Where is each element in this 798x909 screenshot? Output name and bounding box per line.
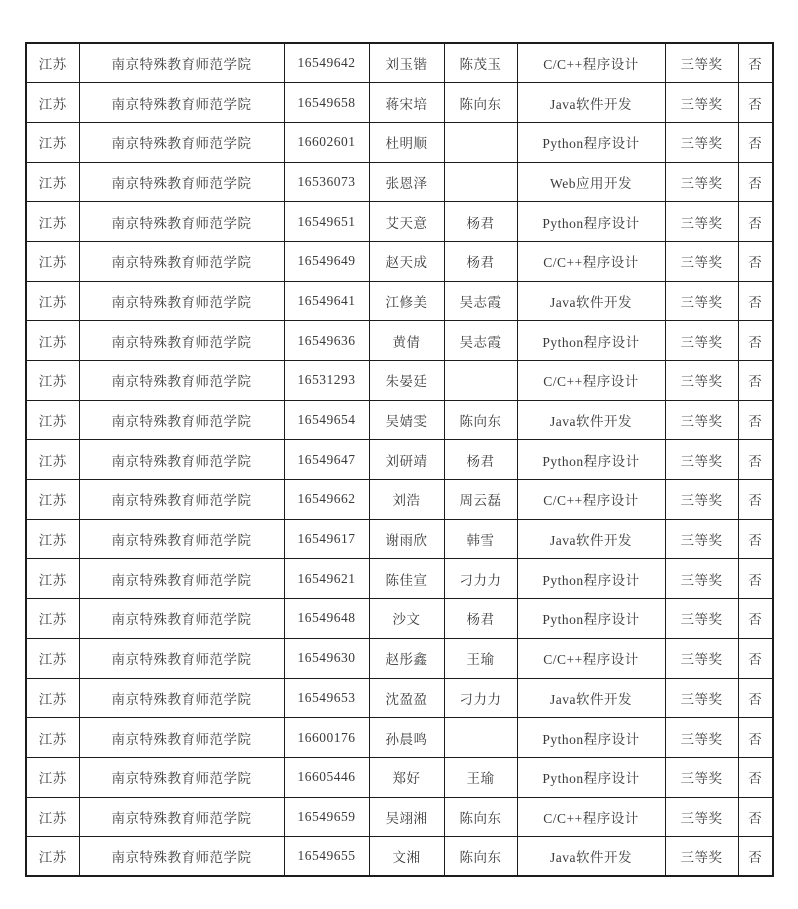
cell-flag: 否: [738, 599, 773, 639]
cell-flag: 否: [738, 83, 773, 123]
cell-student-id: 16549641: [284, 281, 369, 321]
cell-school: 南京特殊教育师范学院: [79, 83, 284, 123]
cell-flag: 否: [738, 43, 773, 83]
table-row: [26, 480, 773, 520]
cell-award: 三等奖: [665, 718, 738, 758]
cell-school: 南京特殊教育师范学院: [79, 202, 284, 242]
cell-school: 南京特殊教育师范学院: [79, 797, 284, 837]
cell-award: 三等奖: [665, 638, 738, 678]
cell-subject: Java软件开发: [517, 83, 665, 123]
cell-province: 江苏: [26, 440, 79, 480]
cell-student-id: 16549617: [284, 519, 369, 559]
cell-flag: 否: [738, 241, 773, 281]
cell-student-name: 江修美: [369, 281, 444, 321]
cell-award: 三等奖: [665, 678, 738, 718]
cell-province: 江苏: [26, 281, 79, 321]
cell-student-name: 赵彤鑫: [369, 638, 444, 678]
table-row: [26, 83, 773, 123]
cell-award: 三等奖: [665, 559, 738, 599]
cell-flag: 否: [738, 321, 773, 361]
cell-student-name: 郑好: [369, 757, 444, 797]
cell-school: 南京特殊教育师范学院: [79, 400, 284, 440]
cell-subject: Java软件开发: [517, 837, 665, 877]
cell-student-id: 16605446: [284, 757, 369, 797]
cell-advisor: 吴志霞: [444, 321, 517, 361]
cell-student-id: 16549653: [284, 678, 369, 718]
cell-award: 三等奖: [665, 281, 738, 321]
cell-province: 江苏: [26, 321, 79, 361]
table-row: [26, 241, 773, 281]
cell-student-id: 16549630: [284, 638, 369, 678]
cell-award: 三等奖: [665, 83, 738, 123]
cell-award: 三等奖: [665, 361, 738, 401]
cell-student-id: 16602601: [284, 122, 369, 162]
cell-subject: Python程序设计: [517, 122, 665, 162]
cell-subject: Python程序设计: [517, 440, 665, 480]
cell-flag: 否: [738, 122, 773, 162]
cell-award: 三等奖: [665, 837, 738, 877]
cell-school: 南京特殊教育师范学院: [79, 718, 284, 758]
table-row: [26, 559, 773, 599]
cell-advisor: [444, 162, 517, 202]
cell-subject: C/C++程序设计: [517, 480, 665, 520]
cell-student-id: 16549659: [284, 797, 369, 837]
cell-flag: 否: [738, 638, 773, 678]
table-row: [26, 678, 773, 718]
cell-advisor: 陈向东: [444, 400, 517, 440]
table-row: [26, 202, 773, 242]
table-row: [26, 440, 773, 480]
table-row: [26, 122, 773, 162]
cell-province: 江苏: [26, 400, 79, 440]
cell-flag: 否: [738, 559, 773, 599]
cell-award: 三等奖: [665, 599, 738, 639]
cell-student-name: 孙晨鸣: [369, 718, 444, 758]
cell-student-name: 黄倩: [369, 321, 444, 361]
cell-advisor: 陈向东: [444, 83, 517, 123]
cell-student-id: 16531293: [284, 361, 369, 401]
cell-flag: 否: [738, 480, 773, 520]
cell-flag: 否: [738, 678, 773, 718]
cell-advisor: 刁力力: [444, 678, 517, 718]
cell-flag: 否: [738, 797, 773, 837]
cell-award: 三等奖: [665, 797, 738, 837]
cell-province: 江苏: [26, 480, 79, 520]
cell-student-name: 蒋宋培: [369, 83, 444, 123]
cell-flag: 否: [738, 281, 773, 321]
cell-student-name: 刘研靖: [369, 440, 444, 480]
cell-student-id: 16549636: [284, 321, 369, 361]
cell-flag: 否: [738, 757, 773, 797]
cell-student-name: 吴婧雯: [369, 400, 444, 440]
cell-student-name: 朱晏廷: [369, 361, 444, 401]
table-row: [26, 837, 773, 877]
cell-student-name: 赵天成: [369, 241, 444, 281]
cell-province: 江苏: [26, 837, 79, 877]
cell-province: 江苏: [26, 519, 79, 559]
cell-province: 江苏: [26, 202, 79, 242]
cell-student-id: 16549648: [284, 599, 369, 639]
cell-province: 江苏: [26, 757, 79, 797]
cell-flag: 否: [738, 202, 773, 242]
table-row: [26, 638, 773, 678]
cell-school: 南京特殊教育师范学院: [79, 321, 284, 361]
cell-subject: Java软件开发: [517, 400, 665, 440]
cell-advisor: 杨君: [444, 202, 517, 242]
cell-student-id: 16549654: [284, 400, 369, 440]
table-row: [26, 599, 773, 639]
cell-student-name: 文湘: [369, 837, 444, 877]
cell-province: 江苏: [26, 797, 79, 837]
cell-award: 三等奖: [665, 162, 738, 202]
table-row: [26, 797, 773, 837]
cell-province: 江苏: [26, 718, 79, 758]
cell-advisor: 陈向东: [444, 837, 517, 877]
cell-advisor: 吴志霞: [444, 281, 517, 321]
cell-school: 南京特殊教育师范学院: [79, 559, 284, 599]
cell-subject: Python程序设计: [517, 321, 665, 361]
cell-province: 江苏: [26, 638, 79, 678]
cell-student-id: 16536073: [284, 162, 369, 202]
cell-flag: 否: [738, 837, 773, 877]
cell-award: 三等奖: [665, 480, 738, 520]
cell-province: 江苏: [26, 241, 79, 281]
cell-advisor: 陈茂玉: [444, 43, 517, 83]
cell-subject: C/C++程序设计: [517, 241, 665, 281]
cell-student-name: 沈盈盈: [369, 678, 444, 718]
cell-province: 江苏: [26, 162, 79, 202]
cell-province: 江苏: [26, 361, 79, 401]
cell-flag: 否: [738, 519, 773, 559]
cell-student-name: 陈佳宣: [369, 559, 444, 599]
table-row: [26, 757, 773, 797]
cell-advisor: 王瑜: [444, 757, 517, 797]
cell-school: 南京特殊教育师范学院: [79, 361, 284, 401]
cell-school: 南京特殊教育师范学院: [79, 122, 284, 162]
cell-subject: Web应用开发: [517, 162, 665, 202]
cell-school: 南京特殊教育师范学院: [79, 757, 284, 797]
cell-advisor: 韩雪: [444, 519, 517, 559]
cell-student-name: 张恩泽: [369, 162, 444, 202]
cell-award: 三等奖: [665, 241, 738, 281]
cell-school: 南京特殊教育师范学院: [79, 599, 284, 639]
cell-award: 三等奖: [665, 43, 738, 83]
cell-student-id: 16549649: [284, 241, 369, 281]
cell-award: 三等奖: [665, 757, 738, 797]
cell-student-id: 16549647: [284, 440, 369, 480]
cell-province: 江苏: [26, 43, 79, 83]
table-row: [26, 400, 773, 440]
cell-subject: Python程序设计: [517, 757, 665, 797]
cell-school: 南京特殊教育师范学院: [79, 162, 284, 202]
cell-subject: C/C++程序设计: [517, 638, 665, 678]
cell-student-name: 刘玉锴: [369, 43, 444, 83]
cell-student-id: 16549658: [284, 83, 369, 123]
awards-table-body: [26, 43, 773, 876]
cell-student-name: 沙文: [369, 599, 444, 639]
cell-award: 三等奖: [665, 440, 738, 480]
cell-subject: Python程序设计: [517, 718, 665, 758]
cell-school: 南京特殊教育师范学院: [79, 480, 284, 520]
cell-subject: Python程序设计: [517, 599, 665, 639]
cell-subject: Java软件开发: [517, 678, 665, 718]
cell-school: 南京特殊教育师范学院: [79, 678, 284, 718]
cell-subject: C/C++程序设计: [517, 797, 665, 837]
cell-advisor: 陈向东: [444, 797, 517, 837]
cell-subject: Java软件开发: [517, 281, 665, 321]
cell-student-name: 杜明顺: [369, 122, 444, 162]
cell-flag: 否: [738, 361, 773, 401]
cell-student-id: 16549662: [284, 480, 369, 520]
table-row: [26, 519, 773, 559]
cell-student-name: 刘浩: [369, 480, 444, 520]
table-row: [26, 361, 773, 401]
cell-award: 三等奖: [665, 122, 738, 162]
cell-flag: 否: [738, 400, 773, 440]
cell-province: 江苏: [26, 678, 79, 718]
cell-advisor: 王瑜: [444, 638, 517, 678]
cell-award: 三等奖: [665, 519, 738, 559]
awards-table: [25, 42, 774, 877]
cell-subject: Python程序设计: [517, 202, 665, 242]
cell-advisor: 杨君: [444, 241, 517, 281]
cell-student-name: 谢雨欣: [369, 519, 444, 559]
table-row: [26, 281, 773, 321]
cell-school: 南京特殊教育师范学院: [79, 519, 284, 559]
cell-school: 南京特殊教育师范学院: [79, 43, 284, 83]
cell-flag: 否: [738, 162, 773, 202]
cell-school: 南京特殊教育师范学院: [79, 837, 284, 877]
cell-flag: 否: [738, 718, 773, 758]
cell-award: 三等奖: [665, 202, 738, 242]
cell-student-id: 16549651: [284, 202, 369, 242]
cell-subject: C/C++程序设计: [517, 361, 665, 401]
cell-advisor: 刁力力: [444, 559, 517, 599]
cell-student-id: 16600176: [284, 718, 369, 758]
cell-school: 南京特殊教育师范学院: [79, 440, 284, 480]
cell-subject: Java软件开发: [517, 519, 665, 559]
table-row: [26, 718, 773, 758]
cell-award: 三等奖: [665, 400, 738, 440]
cell-flag: 否: [738, 440, 773, 480]
cell-advisor: [444, 122, 517, 162]
cell-school: 南京特殊教育师范学院: [79, 638, 284, 678]
cell-student-id: 16549621: [284, 559, 369, 599]
cell-advisor: 周云磊: [444, 480, 517, 520]
cell-province: 江苏: [26, 83, 79, 123]
cell-advisor: [444, 361, 517, 401]
cell-subject: Python程序设计: [517, 559, 665, 599]
cell-student-name: 吴翊湘: [369, 797, 444, 837]
cell-student-id: 16549642: [284, 43, 369, 83]
cell-province: 江苏: [26, 599, 79, 639]
cell-province: 江苏: [26, 559, 79, 599]
table-row: [26, 162, 773, 202]
cell-subject: C/C++程序设计: [517, 43, 665, 83]
table-row: [26, 43, 773, 83]
cell-province: 江苏: [26, 122, 79, 162]
cell-advisor: 杨君: [444, 440, 517, 480]
cell-school: 南京特殊教育师范学院: [79, 281, 284, 321]
cell-student-id: 16549655: [284, 837, 369, 877]
cell-student-name: 艾天意: [369, 202, 444, 242]
cell-advisor: 杨君: [444, 599, 517, 639]
cell-advisor: [444, 718, 517, 758]
cell-award: 三等奖: [665, 321, 738, 361]
cell-school: 南京特殊教育师范学院: [79, 241, 284, 281]
table-row: [26, 321, 773, 361]
